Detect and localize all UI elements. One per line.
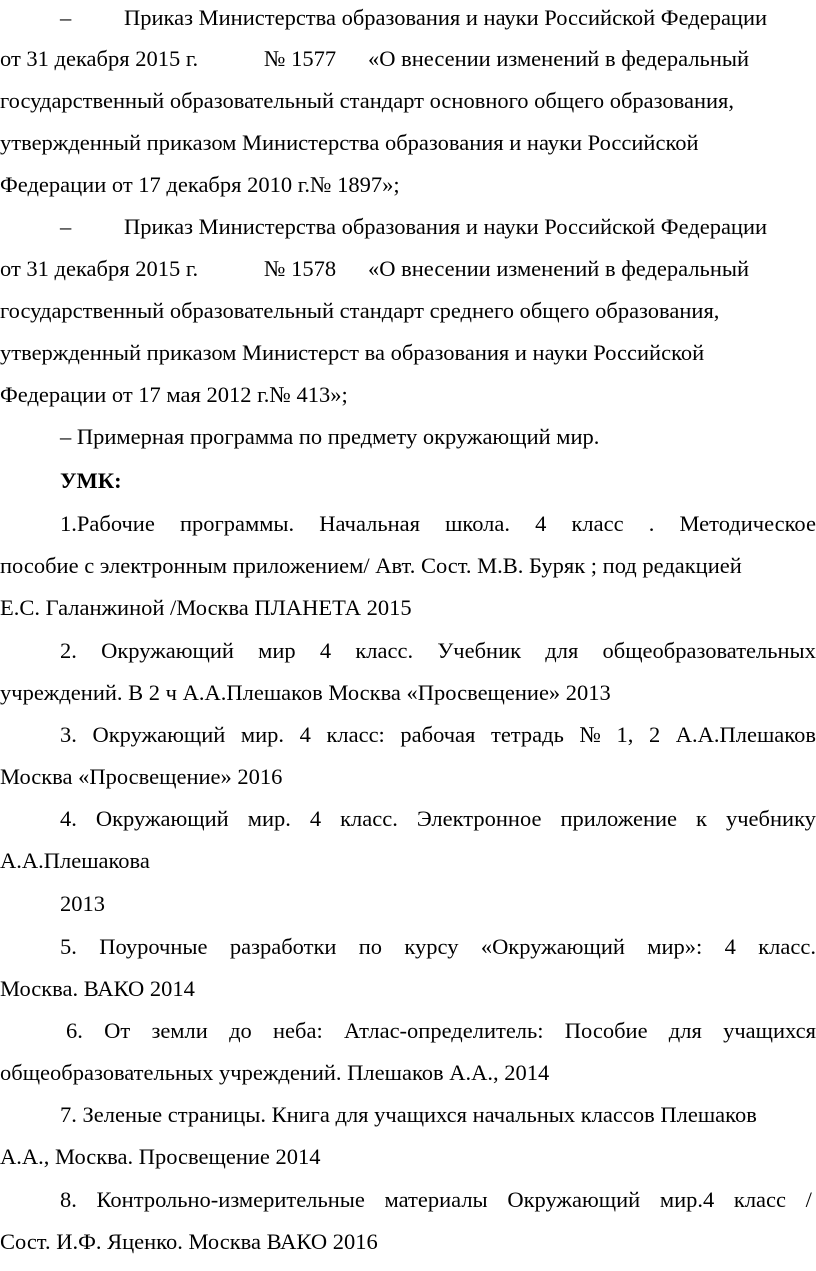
word: класс [571,511,624,536]
order-2-number: № 1578 [264,256,337,281]
word: Поурочные [99,934,208,959]
word: класс. [340,806,398,831]
word: 4 [309,806,322,831]
word: мир»: [647,934,703,959]
word: 5. [60,934,77,959]
word: Учебник [437,638,522,663]
umk-item-4-line-3: 2013 [60,891,105,916]
order-1-line-5: Федерации от 17 декабря 2010 г.№ 1897»; [0,172,400,197]
order-1-line-3: государственный образовательный стандарт основного общего образования, [0,88,735,113]
word: мир.4 [659,1187,715,1212]
word: «Окружающий [480,934,625,959]
word: 4 [299,722,311,747]
word: От [104,1018,131,1043]
word: для [545,638,579,663]
word: тетрадь [490,722,564,747]
word: курсу [404,934,459,959]
umk-heading: УМК: [60,468,122,493]
list-dash: – [60,5,72,30]
word: школа. [445,511,511,536]
word: мир. [247,806,291,831]
word: А.А.Плешаков [675,722,816,747]
order-1-number: № 1577 [264,46,337,71]
word: 2. [60,638,77,663]
word: Начальная [319,511,420,536]
umk-item-5-line-1 [60,932,816,962]
order-2-line-5: Федерации от 17 мая 2012 г.№ 413»; [0,382,348,407]
order-2-line-3: государственный образовательный стандарт среднего общего образования, [0,298,720,323]
word: 4. [60,806,77,831]
word: мир [258,638,296,663]
umk-item-8-line-1 [60,1185,812,1215]
word: программы. [179,511,295,536]
word: Пособие [564,1018,648,1043]
umk-item-5-line-2: Москва. ВАКО 2014 [0,976,195,1001]
word: учебнику [725,806,816,831]
word: Электронное [416,806,542,831]
word: материалы [384,1187,488,1212]
umk-item-1-line-1 [60,509,816,539]
word: 2 [648,722,661,747]
word: класс. [758,934,816,959]
word: 8. [60,1187,77,1212]
order-2-date: от 31 декабря 2015 г. [0,256,199,281]
word: до [229,1018,252,1043]
word: приложение [560,806,678,831]
umk-item-2-line-1 [60,636,816,666]
word: 4 [319,638,332,663]
order-2-line-1: Приказ Министерства образования и науки Российской Федерации [124,214,768,239]
order-1-title-start: «О внесении изменений в федеральный [368,46,750,71]
umk-item-1-line-2: пособие с электронным приложением/ Авт. Сост. М.В. Буряк ; под редакцией [0,553,742,578]
word: . [648,511,655,536]
umk-item-3-line-2: Москва «Просвещение» 2016 [0,764,283,789]
umk-item-6-line-1 [66,1016,816,1046]
word: Окружающий [95,806,229,831]
word: Окружающий [507,1187,641,1212]
order-1-line-4: утвержденный приказом Министерства образования и науки Российской [0,130,699,155]
umk-item-8-line-2: Сост. И.Ф. Яценко. Москва ВАКО 2016 [0,1229,378,1254]
umk-item-4-line-2: А.А.Плешакова [0,848,150,873]
word: 4 [724,934,736,959]
word: Окружающий [101,638,234,663]
word: 1, [616,722,634,747]
word: 4 [535,511,547,536]
order-2-title-start: «О внесении изменений в федеральный [368,256,750,281]
umk-item-7-line-2: А.А., Москва. Просвещение 2014 [0,1144,321,1169]
umk-item-1-line-3: Е.С. Галанжиной /Москва ПЛАНЕТА 2015 [0,595,412,620]
word: по [358,934,383,959]
word: к [696,806,707,831]
word: для [668,1018,702,1043]
word: земли [151,1018,208,1043]
word: 3. [60,722,77,747]
word: Методическое [679,511,816,536]
word: класс [733,1187,787,1212]
word: класс: [326,722,385,747]
program-line: – Примерная программа по предмету окружающий мир. [60,424,600,449]
list-dash: – [60,214,72,239]
word: 1.Рабочие [60,511,155,536]
order-1-date: от 31 декабря 2015 г. [0,46,199,71]
umk-item-4-line-1 [60,804,816,834]
word: учащихся [723,1018,816,1043]
word: Атлас-определитель: [343,1018,544,1043]
word: неба: [273,1018,323,1043]
umk-item-2-line-2: учреждений. В 2 ч А.А.Плешаков Москва «Просвещение» 2013 [0,680,611,705]
umk-item-6-line-2: общеобразовательных учреждений. Плешаков А.А., 2014 [0,1060,550,1085]
word: рабочая [400,722,476,747]
word: 6. [66,1018,83,1043]
word: разработки [229,934,337,959]
umk-item-3-line-1 [60,720,816,750]
order-1-line-1: Приказ Министерства образования и науки Российской Федерации [124,5,768,30]
word: общеобразовательных [602,638,816,663]
word: / [805,1187,812,1212]
word: Окружающий [92,722,226,747]
umk-item-7-line-1: 7. Зеленые страницы. Книга для учащихся начальных классов Плешаков [60,1102,757,1127]
word: мир. [240,722,285,747]
word: № [579,722,601,747]
order-2-line-4: утвержденный приказом Министерст ва образования и науки Российской [0,340,705,365]
word: класс. [355,638,414,663]
word: Контрольно-измерительные [96,1187,365,1212]
